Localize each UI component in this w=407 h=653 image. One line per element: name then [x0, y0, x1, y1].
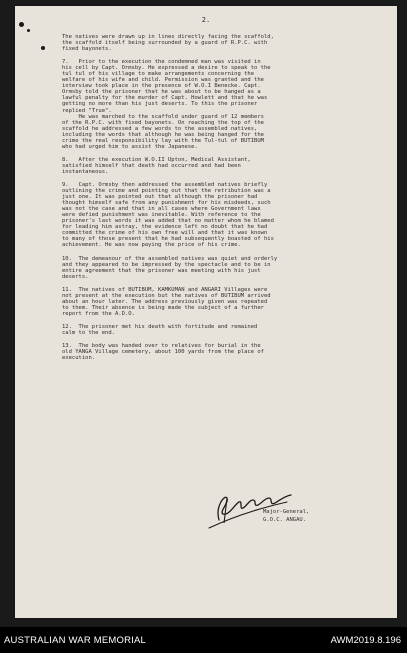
page-number: 2.	[201, 16, 211, 24]
document-body	[62, 34, 385, 361]
closing-unit: G.O.C. ANGAU.	[263, 517, 307, 523]
paragraph-7: 7. Prior to the execution the condemned man was visited in his cell by Capt. Ormsby. He expressed a desire to speak to the tul tul of his village to make arrangements concerning the welfare of his wife and child. Permission was granted and the interview took place in the presence of W.O.I Benecke. Capt. Ormsby told the prisoner that he was about to be hanged as a lawful penalty for the murder of Capt. Howlett and that he was getting no more than his just deserts. To this the prisoner replied "True". He was marched to the scaffold under guard of 12 members of the R.P.C. with fixed bayonets. On reaching the top of the scaffold he addressed a few words to the assembled natives, including the words that although he was being hanged for the crime the real responsibility lay with the Tul-tul of BUTIBUM who had urged him to assist the Japanese.	[62, 59, 271, 150]
footer-institution: AUSTRALIAN WAR MEMORIAL	[4, 635, 147, 646]
punch-hole	[41, 46, 45, 50]
footer-bar	[0, 627, 407, 653]
document-page	[15, 6, 397, 618]
paragraph-11: 11. The natives of BUTIBUM, KAMKUMAN and ANGARI Villages were not present at the execution but the natives of BUTIBUM arrived about an hour later. The address previously given was repeated to them. Their absence is being made the subject of a further report from the A.D.O.	[62, 286, 271, 317]
paragraph-intro: The natives were drawn up in lines directly facing the scaffold, the scaffold itself being surrounded by a guard of R.P.C. with fixed bayonets.	[62, 34, 274, 53]
punch-hole	[27, 29, 30, 32]
paragraph-8: 8. After the execution W.O.II Upton, Medical Assistant, satisfied himself that death had occurred and had been instantaneous.	[62, 156, 251, 175]
paragraph-12: 12. The prisoner met his death with fortitude and remained calm to the end.	[62, 323, 258, 336]
paragraph-10: 10. The demeanour of the assembled natives was quiet and orderly and they appeared to be impressed by the spectacle and to be in entire agreement that the prisoner was meeting with his just deserts.	[62, 255, 278, 280]
closing-rank: Major-General,	[263, 509, 310, 515]
paragraph-13: 13. The body was handed over to relatives for burial in the old YANGA Village cemetery, about 100 yards from the place of execution.	[62, 343, 264, 362]
footer-accession-number: AWM2019.8.196	[330, 635, 401, 646]
signature-block	[263, 508, 309, 524]
paragraph-9: 9. Capt. Ormsby then addressed the assembled natives briefly outlining the crime and pointing out that the retribution was a just one. It was pointed out that although the prisoner had thought himself safe from any punishment for his misdeeds, such was not the case and that in all cases where Government laws were defied punishment was inevitable. With reference to the prisoner's last words it was added that no matter whom he blamed for leading him astray, the evidence left no doubt that he had committed the crime of his own free will and that it was known to many of those present that he had subsequently boasted of his achievement. He was now paying the price of his crime.	[62, 181, 274, 249]
